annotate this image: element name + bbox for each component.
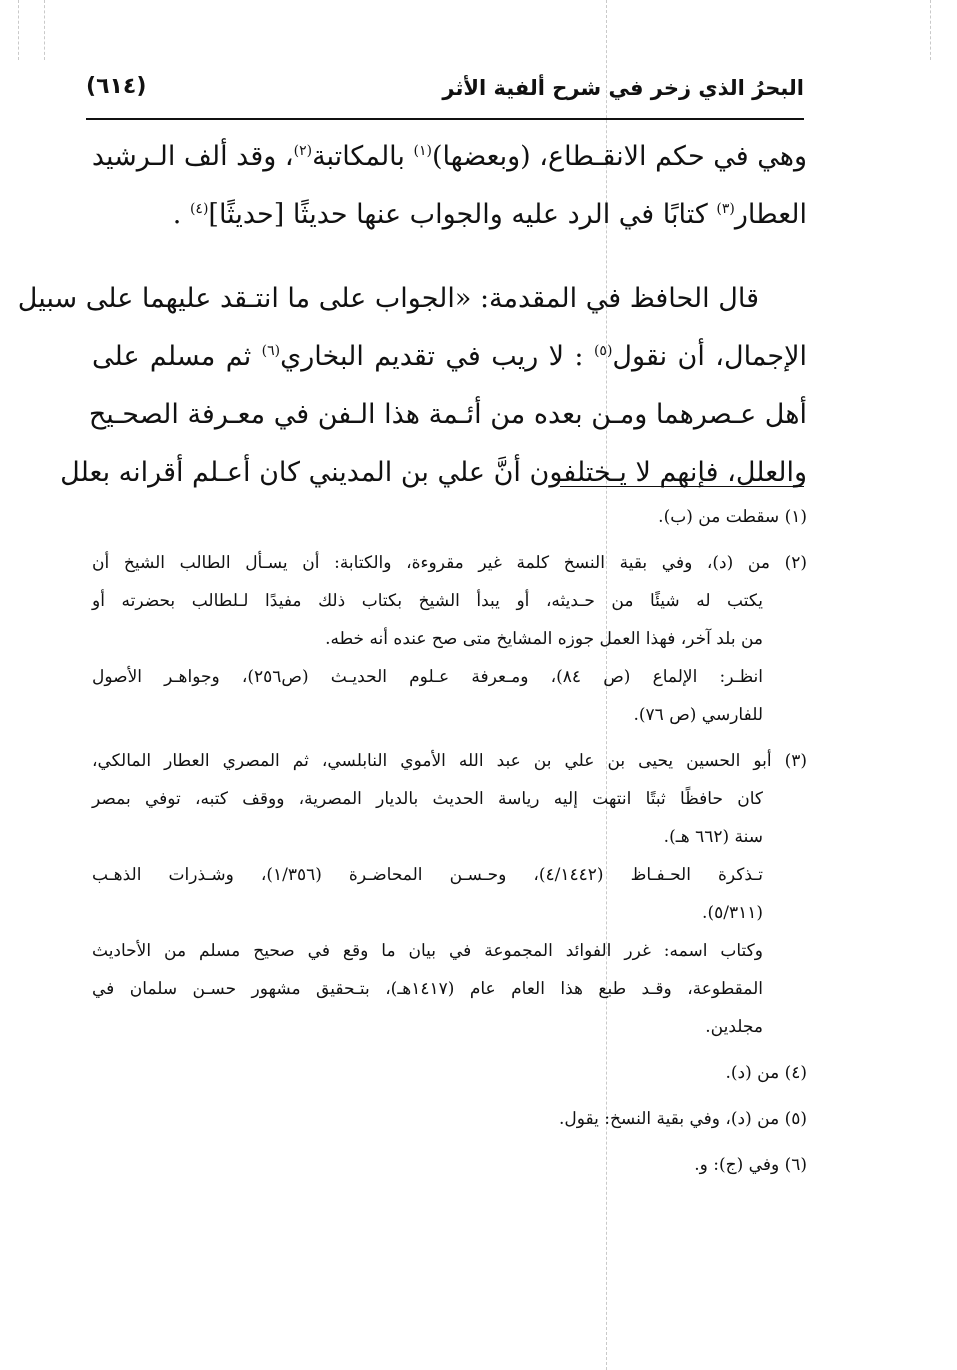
- footnote-marker: (٣): [716, 201, 735, 217]
- text-line: قال الحافظ في المقدمة: «الجواب على ما انتـقد عليهما على سبيل: [17, 283, 759, 314]
- footnote-line: (٣) أبو الحسين يحيى بن علي بن عبد الله الأموي النابلسي، ثم المصري العطار المالكي،: [92, 751, 807, 771]
- footnote-5: [92, 1100, 807, 1138]
- footnote-line: (٦) وفي (ج): و.: [694, 1155, 807, 1175]
- footnote-6: [92, 1146, 807, 1184]
- footnote-line: المقطوعة، وقـد طبع هذا العام عام (١٤١٧هـ)، بتـحقيق مشهور حسـن سلمان في: [92, 979, 763, 999]
- footnote-line: (٥/٣١١).: [702, 903, 763, 923]
- footnotes: [92, 498, 807, 1192]
- footnote-marker: (٦): [261, 343, 281, 359]
- text-fragment: .: [172, 199, 182, 230]
- main-text: [17, 128, 807, 502]
- footnote-line: (٥) من (د)، وفي بقية النسخ: يقول.: [558, 1109, 807, 1129]
- book-title: البحرُ الذي زخر في شرح ألفية الأثر: [442, 76, 804, 100]
- footnote-line: وكتاب اسمه: غرر الفوائد المجموعة في بيان ما وقع في صحيح مسلم من الأحاديث: [92, 941, 763, 961]
- footnote-line: سنة (٦٦٢ هـ).: [663, 827, 763, 847]
- scan-artifact-line: [18, 0, 19, 60]
- text-line: [92, 328, 807, 386]
- footnote-3: [92, 742, 807, 1046]
- text-fragment: ، وقد ألف الـرشيد: [91, 141, 294, 172]
- footnote-2: [92, 544, 807, 734]
- text-line: [92, 186, 807, 244]
- paragraph-2: [17, 270, 807, 502]
- footnote-line: (٢) من (د)، وفي بقية النسخ كلمة غير مقروءة، والكتابة: أن يسـأل الطالب الشيخ أن: [92, 553, 807, 573]
- text-line: [92, 128, 807, 186]
- text-line: أهل عـصرهما ومـن بعده من أئـمة هذا الـفن في معـرفة الصحـيح: [88, 399, 807, 430]
- scan-artifact-line: [930, 0, 931, 60]
- footnote-line: تـذكرة الحـفـاظ (٤/١٤٤٢)، وحـسـن المحاضـرة (١/٣٥٦)، وشـذرات الذهـب: [92, 865, 764, 885]
- page-number: (٦١٤): [86, 74, 147, 99]
- header-rule: [86, 118, 804, 120]
- footnote-separator: [560, 486, 804, 487]
- footnote-line: انظـر: الإلماع (ص ٨٤)، ومـعرفة عـلوم الحديـث (ص٢٥٦)، وجواهـر الأصول: [92, 667, 763, 687]
- text-fragment: بالمكاتبة: [312, 141, 405, 172]
- footnote-marker: (٤): [189, 201, 209, 217]
- paragraph-1: [92, 128, 807, 244]
- text-fragment: الإجمال، أن نقول: [612, 341, 807, 372]
- text-fragment: العطار: [734, 199, 807, 230]
- paragraph-gap: [92, 244, 807, 270]
- footnote-marker: (٢): [293, 143, 313, 159]
- footnote-line: للفارسي (ص ٧٦).: [633, 705, 763, 725]
- footnote-line: (٤) من (د).: [725, 1063, 807, 1083]
- scan-artifact-line: [44, 0, 45, 60]
- text-fragment: ثم مسلم على: [92, 341, 252, 372]
- footnote-line: من بلد آخر، فهذا العمل جوزه المشايخ متى صح عنده أنه خطه.: [325, 629, 763, 649]
- text-fragment: كتابًا في الرد عليه والجواب عنها حديثًا [حديثًا]: [208, 199, 708, 230]
- page-header: [86, 72, 804, 108]
- text-fragment: وهي في حكم الانقـطاع، (وبعضها): [431, 141, 807, 172]
- text-fragment: : لا ريب في تقديم البخاري: [280, 341, 584, 372]
- footnote-line: يكتب له شيئًا من حـديثه، أو يبدأ الشيخ بكتاب ذلك مفيدًا لـلطالب بحضرته أو: [92, 591, 763, 611]
- footnote-4: [92, 1054, 807, 1092]
- text-line: والعلل، فإنهم لا يـختلفون أنَّ علي بن المديني كان أعـلم أقرانه بعلل: [60, 457, 807, 488]
- footnote-marker: (٥): [593, 343, 613, 359]
- footnote-line: مجلدين.: [705, 1017, 763, 1037]
- footnote-line: (١) سقطت من (ب).: [658, 507, 807, 527]
- footnote-marker: (١): [413, 143, 432, 159]
- footnote-line: كان حافظًا ثبتًا انتهت إليه رياسة الحديث بالديار المصرية، ووقف كتبه، توفي بمصر: [92, 789, 763, 809]
- footnote-1: [92, 498, 807, 536]
